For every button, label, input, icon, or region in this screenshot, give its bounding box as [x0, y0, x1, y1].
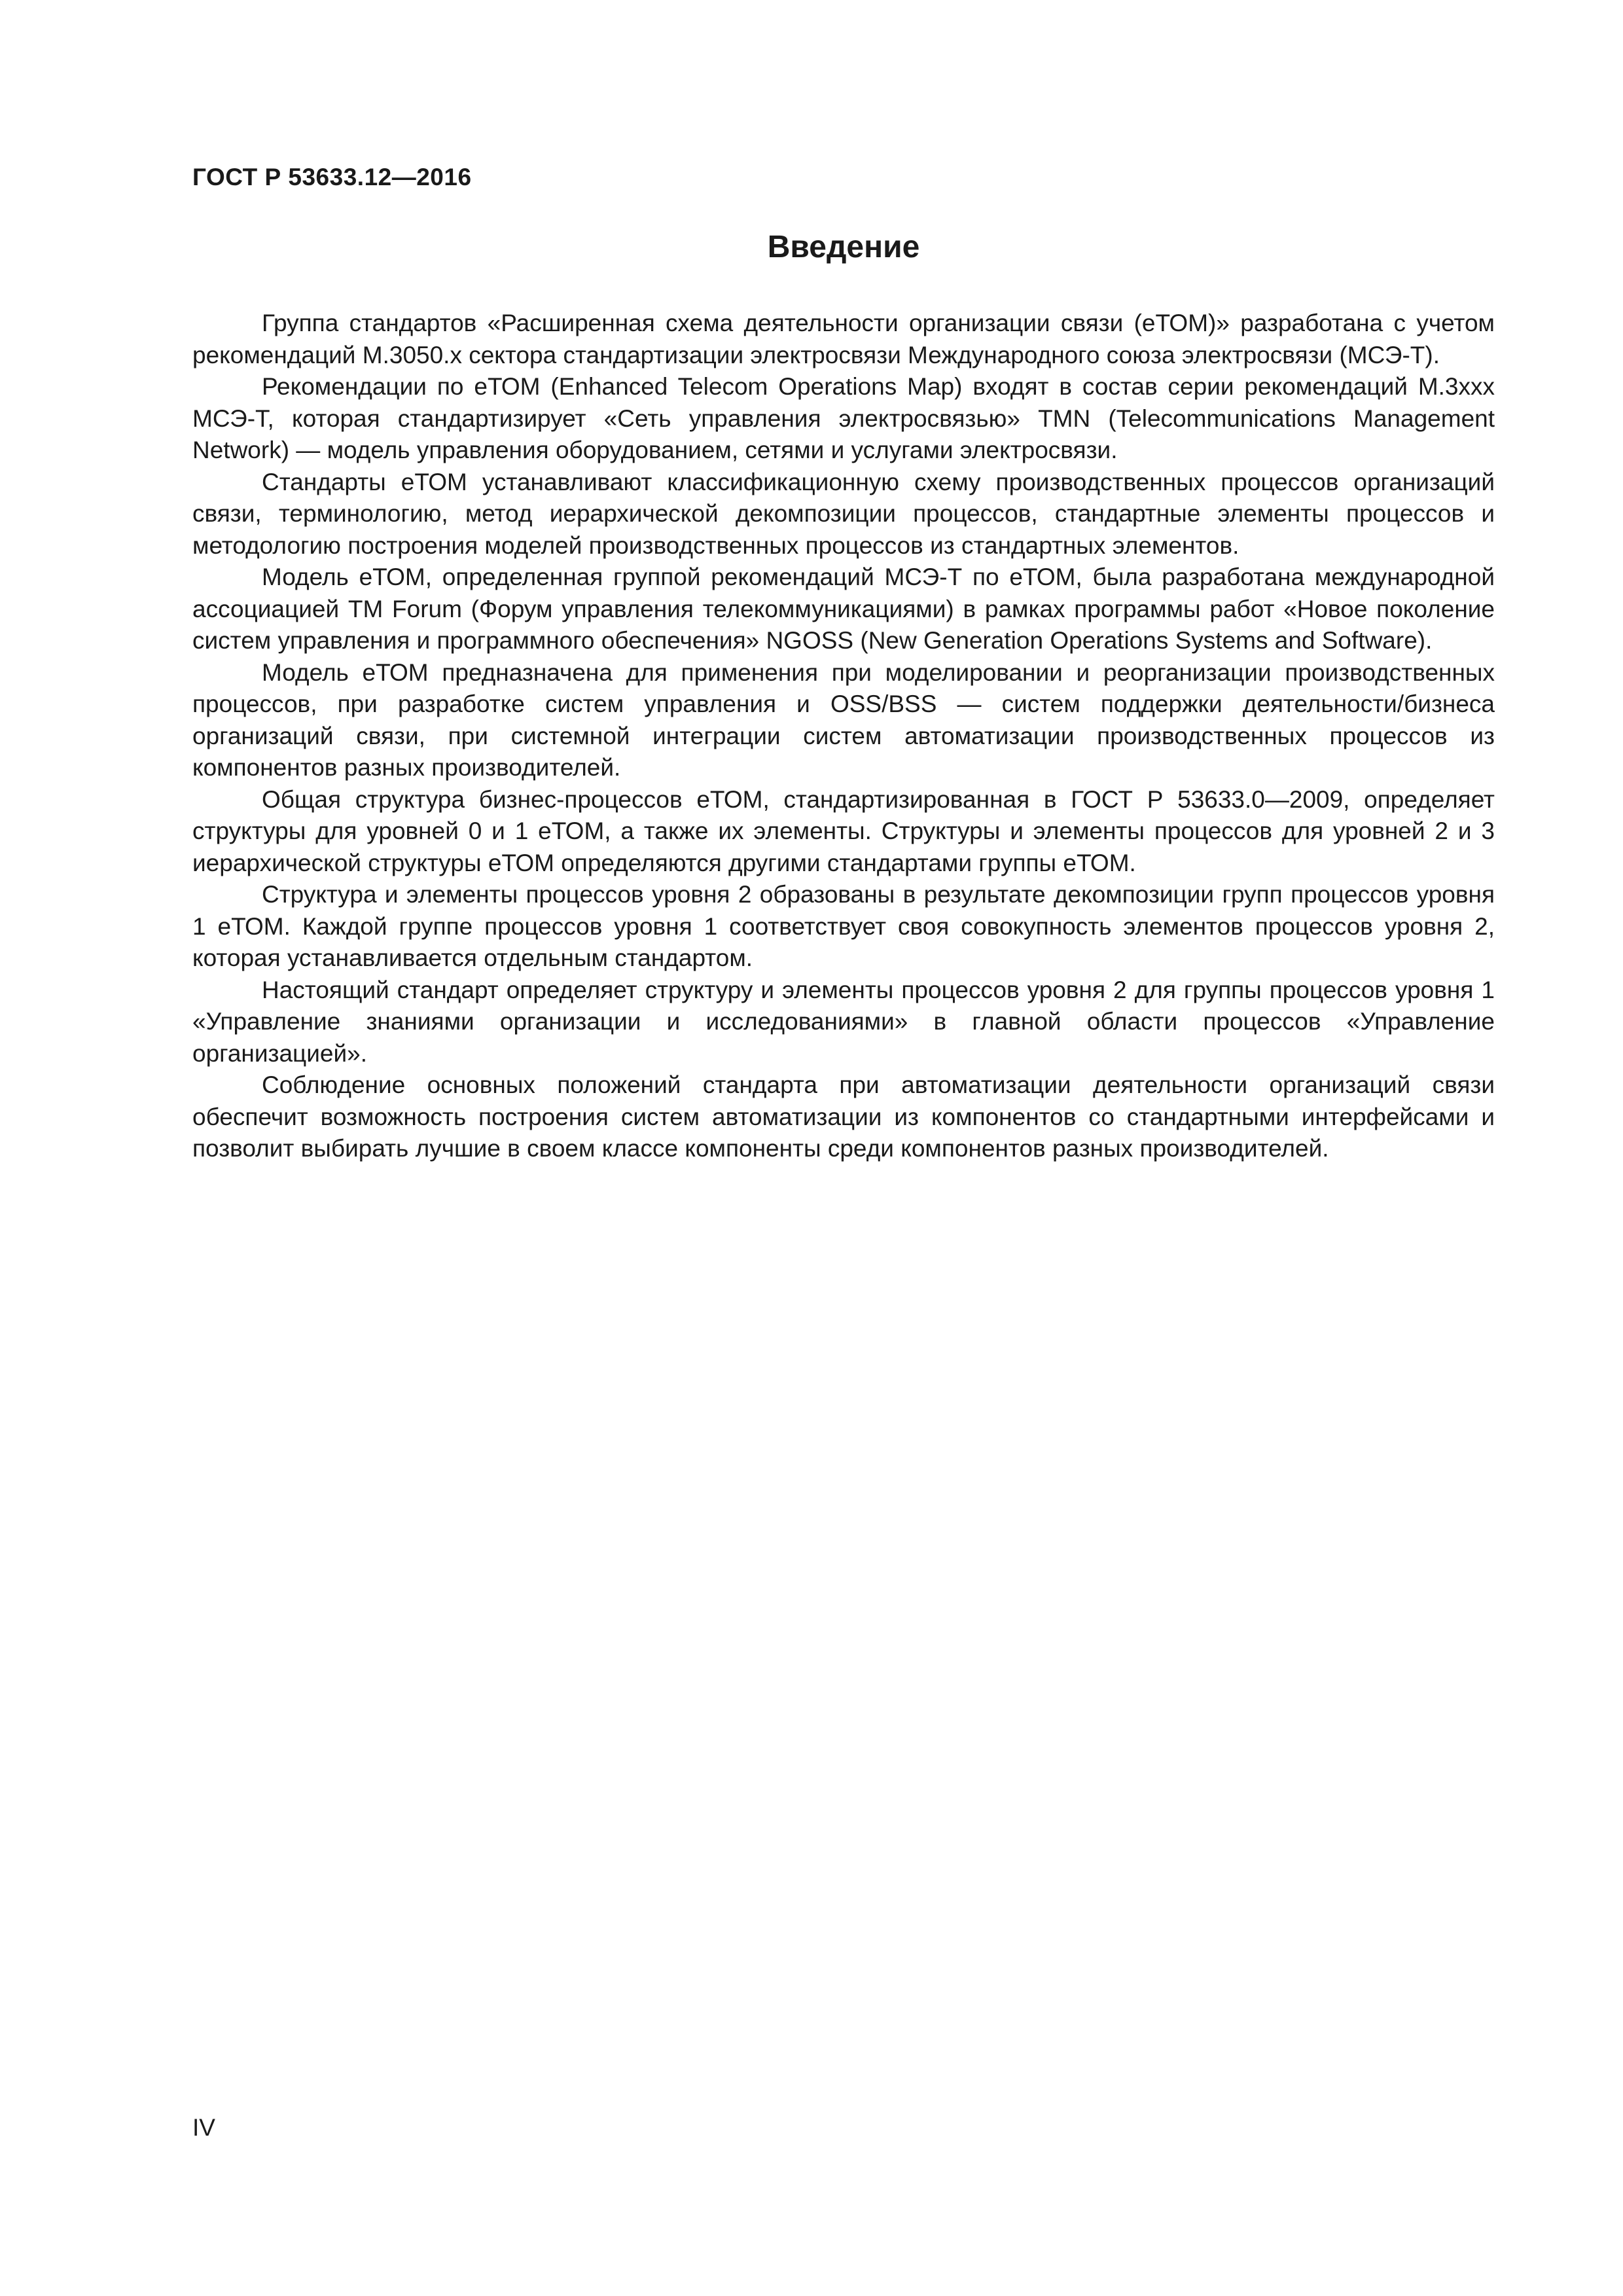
paragraph-9: Соблюдение основных положений стандарта при автоматизации деятельности организаций связи обеспечит возможность построения систем автоматизации из компонентов со стандартными интерфейсами и позволит выбирать лучшие в своем классе компоненты среди компонентов разных производителей.: [192, 1071, 1495, 1162]
paragraph-3: Стандарты еТОМ устанавливают классификационную схему производственных процессов организаций связи, терминологию, метод иерархической декомпозиции процессов, стандартные элементы процессов и методологию построения моделей производственных процессов из стандартных элементов.: [192, 468, 1495, 559]
paragraph-7: Структура и элементы процессов уровня 2 образованы в результате декомпозиции групп процессов уровня 1 еТОМ. Каждой группе процессов уровня 1 соответствует своя совокупность элементов процессов уровня 2, которая устанавливается отдельным стандартом.: [192, 881, 1495, 971]
paragraph-6: Общая структура бизнес-процессов еТОМ, стандартизированная в ГОСТ Р 53633.0—2009, определяет структуры для уровней 0 и 1 еТОМ, а также их элементы. Структуры и элементы процессов для уровней 2 и 3 иерархической структуры еТОМ определяются другими стандартами группы еТОМ.: [192, 785, 1495, 876]
paragraph-2: Рекомендации по еТОМ (Enhanced Telecom Operations Map) входят в состав серии рекомендаций М.3ххх МСЭ-Т, которая стандартизирует «Сеть управления электросвязью» TMN (Telecommunications Management Network) — модель управления оборудованием, сетями и услугами электросвязи.: [192, 373, 1495, 463]
paragraph-1: Группа стандартов «Расширенная схема деятельности организации связи (еТОМ)» разработана с учетом рекомендаций М.3050.х сектора стандартизации электросвязи Международного союза электросвязи (МСЭ-Т).: [192, 310, 1495, 368]
section-title: Введение: [767, 230, 920, 264]
paragraph-8: Настоящий стандарт определяет структуру и элементы процессов уровня 2 для группы процессов уровня 1 «Управление знаниями организации и исследованиями» в главной области процессов «Управление организацией».: [192, 976, 1495, 1067]
paragraph-5: Модель еТОМ предназначена для применения при моделировании и реорганизации производственных процессов, при разработке систем управления и OSS/BSS — систем поддержки деятельности/бизнеса организаций связи, при системной интеграции систем автоматизации производственных процессов из компонентов разных производителей.: [192, 658, 1495, 781]
introduction-body: [192, 308, 1495, 1165]
paragraph-4: Модель еТОМ, определенная группой рекомендаций МСЭ-Т по еТОМ, была разработана международной ассоциацией ТМ Forum (Форум управления телекоммуникациями) в рамках программы работ «Новое поколение систем управления и программного обеспечения» NGOSS (New Generation Operations Systems and Software).: [192, 564, 1495, 654]
document-header: ГОСТ Р 53633.12—2016: [192, 164, 472, 190]
page-number: IV: [192, 2114, 215, 2141]
